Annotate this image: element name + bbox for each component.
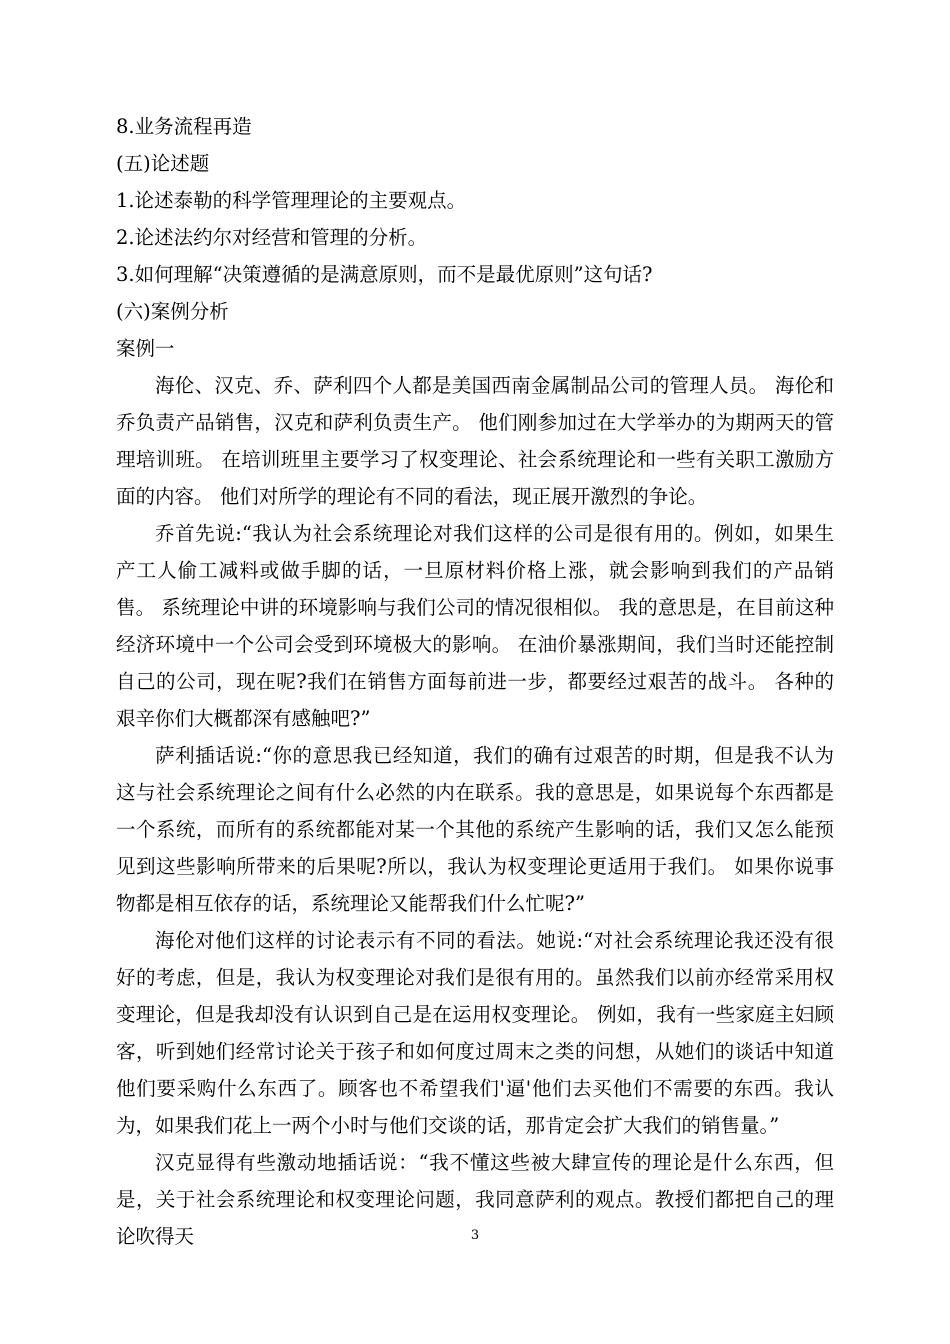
- section-heading-case-analysis: (六)案例分析: [116, 300, 229, 323]
- case-paragraph-hank: 汉克显得有些激动地插话说：“我不懂这些被大肆宣传的理论是什么东西，但是，关于社会系统理论和权变理论问题，我同意萨利的观点。教授们都把自己的理论吹得天: [116, 1151, 834, 1248]
- term-business-process-reengineering: 8.业务流程再造: [116, 115, 252, 138]
- case-paragraph-sally: 萨利插话说:“你的意思我已经知道，我们的确有过艰苦的时期，但是我不认为这与社会系统理论之间有什么必然的内在联系。我的意思是，如果说每个东西都是一个系统，而所有的系统都能对某一个其他的系统产生影响的话，我们又怎么能预见到这些影响所带来的后果呢?所以，我认为权变理论更适用于我们。 如果你说事物都是相互依存的话，系统理论又能帮我们什么忙呢?”: [116, 744, 834, 915]
- essay-question-3: 3.如何理解“决策遵循的是满意原则，而不是最优原则”这句话?: [116, 263, 653, 286]
- document-body: [116, 108, 834, 1255]
- case-paragraph-joe: 乔首先说:“我认为社会系统理论对我们这样的公司是很有用的。例如，如果生产工人偷工减料或做手脚的话，一旦原材料价格上涨，就会影响到我们的产品销售。 系统理论中讲的环境影响与我们公司的情况很相似。 我的意思是，在目前这种经济环境中一个公司会受到环境极大的影响。 在油价暴涨期间，我们当时还能控制自己的公司，现在呢?我们在销售方面每前进一步，都要经过艰苦的战斗。 各种的艰辛你们大概都深有感触吧?”: [116, 522, 834, 730]
- section-heading-essay-questions: (五)论述题: [116, 152, 210, 175]
- case-title: 案例一: [116, 337, 175, 360]
- essay-question-1: 1.论述泰勒的科学管理理论的主要观点。: [116, 189, 467, 212]
- case-paragraph-intro: 海伦、汉克、乔、萨利四个人都是美国西南金属制品公司的管理人员。 海伦和乔负责产品销售，汉克和萨利负责生产。 他们刚参加过在大学举办的为期两天的管理培训班。 在培训班里主要学习了权变理论、社会系统理论和一些有关职工激励方面的内容。 他们对所学的理论有不同的看法，现正展开激烈的争论。: [116, 374, 834, 508]
- essay-question-2: 2.论述法约尔对经营和管理的分析。: [116, 226, 428, 249]
- page-number: 3: [470, 1228, 480, 1243]
- case-paragraph-helen: 海伦对他们这样的讨论表示有不同的看法。她说:“对社会系统理论我还没有很好的考虑，但是，我认为权变理论对我们是很有用的。虽然我们以前亦经常采用权变理论，但是我却没有认识到自己是在运用权变理论。 例如，我有一些家庭主妇顾客，听到她们经常讨论关于孩子和如何度过周末之类的问想，从她们的谈话中知道他们要采购什么东西了。顾客也不希望我们'逼'他们去买他们不需要的东西。我认为，如果我们花上一两个小时与他们交谈的话，那肯定会扩大我们的销售量。”: [116, 929, 834, 1137]
